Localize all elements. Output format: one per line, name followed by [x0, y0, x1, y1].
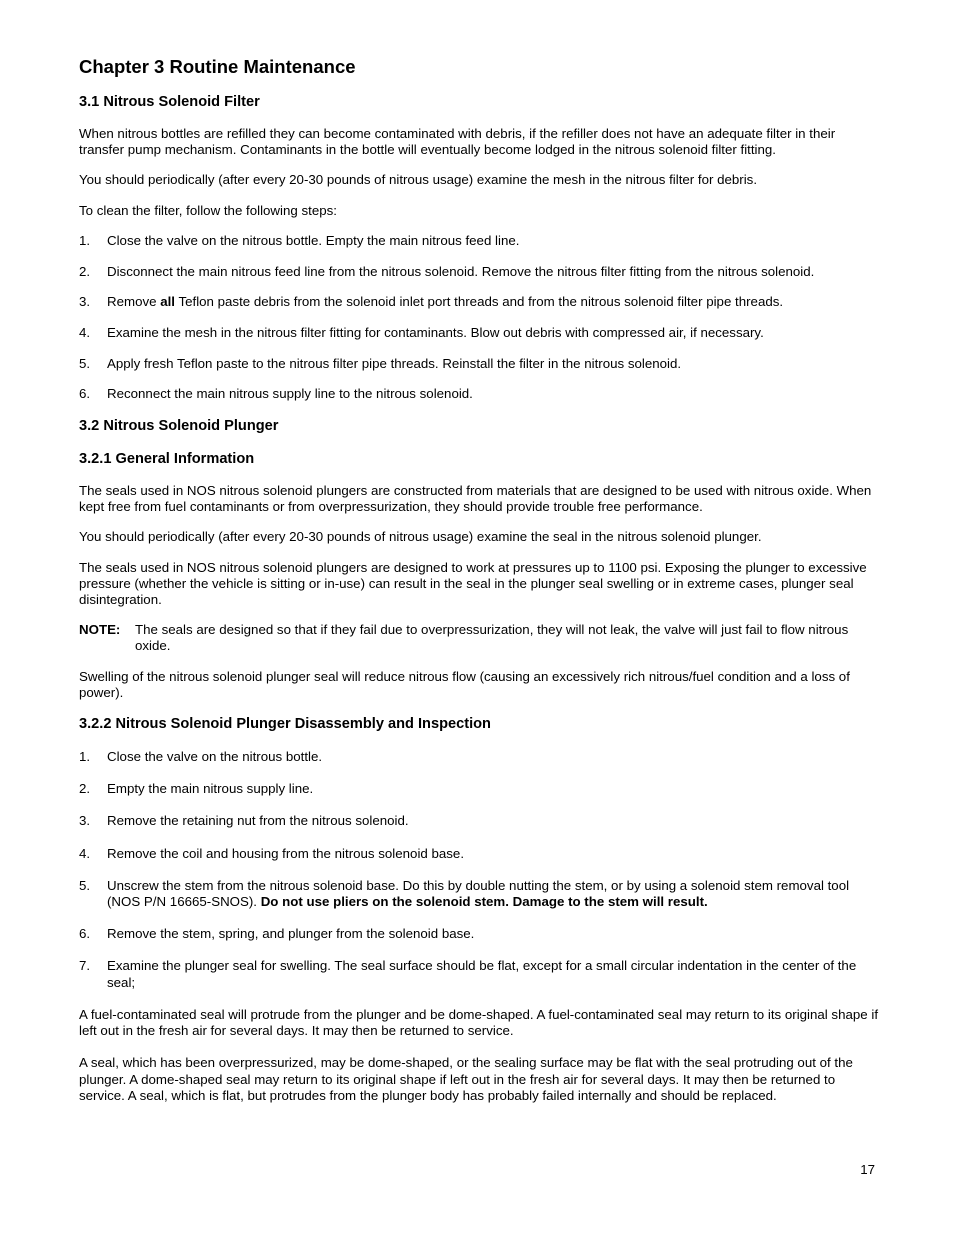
list-number: 5. — [79, 355, 91, 371]
list-text: Remove the stem, spring, and plunger from the solenoid base. — [107, 926, 475, 942]
list-text-part: Teflon paste debris from the solenoid inlet port threads and from the nitrous solenoid filter pipe threads. — [175, 294, 784, 310]
paragraph: The seals used in NOS nitrous solenoid plungers are constructed from materials that are designed to be used with nitrous oxide. When kept free from fuel contaminants or from overpressurization, they should provide trouble free performance. — [79, 483, 872, 515]
list-item — [79, 294, 879, 310]
list-text-emphasis: Do not use pliers on the solenoid stem. Damage to the stem will result. — [260, 894, 708, 910]
list-number: 7. — [79, 958, 91, 974]
list-number: 3. — [79, 294, 91, 310]
list-text: Examine the mesh in the nitrous filter fitting for contaminants. Blow out debris with compressed air, if necessary. — [107, 324, 764, 340]
note-block — [79, 622, 879, 654]
section-heading-3-1: 3.1 Nitrous Solenoid Filter — [79, 94, 260, 110]
list-text — [107, 294, 879, 310]
list-item — [79, 813, 879, 829]
note-label: NOTE: — [79, 622, 121, 638]
list-item — [79, 325, 879, 341]
list-text — [107, 878, 879, 910]
list-text: Close the valve on the nitrous bottle. Empty the main nitrous feed line. — [107, 232, 520, 248]
list-text: Close the valve on the nitrous bottle. — [107, 749, 323, 765]
list-number: 2. — [79, 263, 91, 279]
list-item — [79, 958, 879, 990]
list-item — [79, 846, 879, 862]
section-heading-3-2-2: 3.2.2 Nitrous Solenoid Plunger Disassembly and Inspection — [79, 716, 491, 733]
list-text: Reconnect the main nitrous supply line to the nitrous solenoid. — [107, 386, 473, 402]
paragraph: A fuel-contaminated seal will protrude from the plunger and be dome-shaped. A fuel-contaminated seal may return to its original shape if left out in the fresh air for several days. It may then be returned to service. — [79, 1006, 879, 1039]
list-item — [79, 878, 879, 910]
list-text: Remove the coil and housing from the nitrous solenoid base. — [107, 845, 465, 861]
list-text-emphasis: all — [160, 294, 176, 310]
document-page — [79, 55, 879, 1118]
paragraph: When nitrous bottles are refilled they can become contaminated with debris, if the refiller does not have an adequate filter in their transfer pump mechanism. Contaminants in the bottle will eventually become lodged in the nitrous solenoid filter fitting. — [79, 126, 836, 158]
list-number: 1. — [79, 232, 91, 248]
list-item — [79, 749, 879, 765]
list-item — [79, 926, 879, 942]
list-number: 4. — [79, 845, 91, 861]
paragraph: To clean the filter, follow the following steps: — [79, 202, 337, 218]
list-number: 3. — [79, 813, 91, 829]
paragraph: You should periodically (after every 20-30 pounds of nitrous usage) examine the mesh in the nitrous filter for debris. — [79, 172, 758, 188]
note-text: The seals are designed so that if they fail due to overpressurization, they will not leak, the valve will just fail to flow nitrous oxide. — [135, 622, 849, 654]
list-item — [79, 233, 879, 249]
list-text: Examine the plunger seal for swelling. The seal surface should be flat, except for a small circular indentation in the center of the seal; — [107, 958, 857, 990]
list-text: Empty the main nitrous supply line. — [107, 781, 314, 797]
list-item — [79, 264, 879, 280]
list-item — [79, 386, 879, 402]
section-heading-3-2: 3.2 Nitrous Solenoid Plunger — [79, 418, 279, 435]
paragraph: The seals used in NOS nitrous solenoid plungers are designed to work at pressures up to 1100 psi. Exposing the plunger to excessive pressure (whether the vehicle is sitting or in-use) can result in the seal in the plunger seal swelling or in extreme cases, plunger seal disintegration. — [79, 559, 867, 608]
paragraph: Swelling of the nitrous solenoid plunger seal will reduce nitrous flow (causing an excessively rich nitrous/fuel condition and a loss of power). — [79, 668, 850, 700]
list-text: Disconnect the main nitrous feed line from the nitrous solenoid. Remove the nitrous filter fitting from the nitrous solenoid. — [107, 263, 815, 279]
page-number: 17 — [860, 1162, 875, 1177]
list-item — [79, 356, 879, 372]
list-text: Remove the retaining nut from the nitrous solenoid. — [107, 813, 409, 829]
list-number: 4. — [79, 324, 91, 340]
list-text: Apply fresh Teflon paste to the nitrous filter pipe threads. Reinstall the filter in the nitrous solenoid. — [107, 355, 682, 371]
list-text-part: Remove — [107, 294, 161, 310]
list-number: 6. — [79, 926, 91, 942]
section-heading-3-2-1: 3.2.1 General Information — [79, 451, 255, 468]
paragraph: A seal, which has been overpressurized, may be dome-shaped, or the sealing surface may be flat with the seal protruding out of the plunger. A dome-shaped seal may return to its original shape if left out in the fresh air for several days. It may then be returned to service. A seal, which is flat, but protrudes from the plunger body has probably failed internally and should be replaced. — [79, 1055, 853, 1103]
list-number: 2. — [79, 781, 91, 797]
chapter-title: Chapter 3 Routine Maintenance — [79, 56, 356, 77]
list-text-part: Unscrew the stem from the nitrous solenoid base. Do this by double nutting the stem, or by using a solenoid stem removal tool (NOS P/N 16665-SNOS). — [107, 877, 850, 910]
list-number: 1. — [79, 749, 91, 765]
paragraph: You should periodically (after every 20-30 pounds of nitrous usage) examine the seal in the nitrous solenoid plunger. — [79, 529, 762, 545]
list-item — [79, 781, 879, 797]
list-number: 5. — [79, 877, 91, 893]
list-number: 6. — [79, 386, 91, 402]
